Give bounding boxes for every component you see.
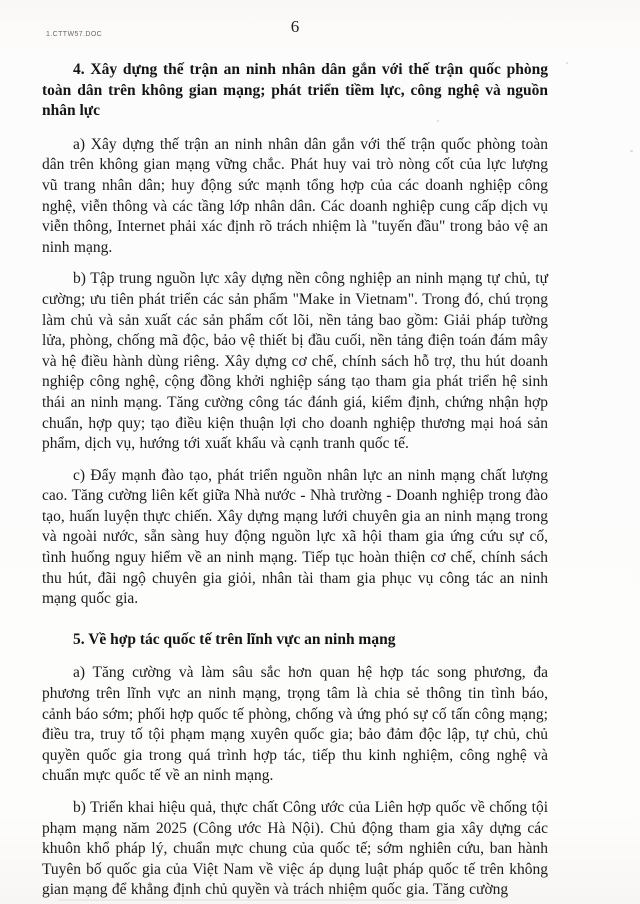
- file-label: 1.CTTW57.DOC: [46, 31, 103, 38]
- section-5-heading: 5. Về hợp tác quốc tế trên lĩnh vực an ninh mạng: [73, 630, 396, 648]
- page-number: 6: [290, 17, 300, 36]
- scan-speck: [630, 150, 633, 152]
- section-4-paragraph-c: c) Đẩy mạnh đào tạo, phát triển nguồn nhân lực an ninh mạng chất lượng cao. Tăng cường liên kết giữa Nhà nước - Nhà trường - Doanh nghiệp trong đào tạo, huấn luyện thực chiến. Xây dựng mạng lưới chuyên gia an ninh mạng trong và ngoài nước, sẵn sàng huy động nguồn lực xã hội tham gia ứng cứu sự cố, tình huống nguy hiểm về an ninh mạng. Tiếp tục hoàn thiện cơ chế, chính sách thu hút, đãi ngộ chuyên gia giỏi, nhân tài tham gia phục vụ công tác an ninh mạng quốc gia.: [42, 466, 548, 608]
- section-5-paragraph-a: a) Tăng cường và làm sâu sắc hơn quan hệ hợp tác song phương, đa phương trên lĩnh vực an ninh mạng, trọng tâm là chia sẻ thông tin tình báo, cảnh báo sớm; phối hợp quốc tế phòng, chống và ứng phó sự cố tấn công mạng; điều tra, truy tố tội phạm mạng xuyên quốc gia; bảo đảm độc lập, tự chủ, chủ quyền quốc gia trong quá trình hợp tác, tiếp thu kinh nghiệm, công nghệ và chuẩn mực quốc tế về an ninh mạng.: [42, 664, 548, 785]
- section-5-paragraph-b: b) Triển khai hiệu quả, thực chất Công ước của Liên hợp quốc về chống tội phạm mạng năm 2025 (Công ước Hà Nội). Chủ động tham gia xây dựng các khuôn khổ pháp lý, chuẩn mực chung của quốc tế; sớm nghiên cứu, ban hành Tuyên bố quốc gia của Việt Nam về việc áp dụng luật pháp quốc tế trên không gian mạng để khẳng định chủ quyền và trách nhiệm quốc gia. Tăng cường: [42, 799, 548, 899]
- scan-speck: [156, 583, 158, 585]
- document-content: [42, 60, 548, 901]
- scan-shadow: [58, 899, 458, 901]
- section-4-paragraph-b: b) Tập trung nguồn lực xây dựng nền công nghiệp an ninh mạng tự chủ, tự cường; ưu tiên phát triển các sản phẩm "Make in Vietnam". Trong đó, chú trọng làm chủ và sản xuất các sản phẩm cốt lõi, nền tảng bao gồm: Giải pháp tường lửa, phòng, chống mã độc, bảo vệ thiết bị đầu cuối, nền tảng điện toán đám mây và hệ điều hành dùng riêng. Xây dựng cơ chế, chính sách hỗ trợ, thu hút doanh nghiệp công nghệ, cộng đồng khởi nghiệp sáng tạo tham gia phát triển hệ sinh thái an ninh mạng. Tăng cường công tác đánh giá, kiểm định, chứng nhận hợp chuẩn, hợp quy; tạo điều kiện thuận lợi cho doanh nghiệp thương mại hoá sản phẩm, dịch vụ, hướng tới xuất khẩu và cạnh tranh quốc tế.: [42, 270, 548, 453]
- scan-speck: [566, 62, 568, 64]
- section-4-paragraph-a: a) Xây dựng thế trận an ninh nhân dân gắn với thế trận quốc phòng toàn dân trên không gian mạng vững chắc. Phát huy vai trò nòng cốt của lực lượng vũ trang nhân dân; huy động sức mạnh tổng hợp của các doanh nghiệp công nghệ, viễn thông và các tầng lớp nhân dân. Các doanh nghiệp cung cấp dịch vụ viễn thông, Internet phải xác định rõ trách nhiệm là "tuyến đầu" trong bảo vệ an ninh mạng.: [42, 135, 548, 256]
- scan-speck: [437, 120, 439, 122]
- section-4-heading: 4. Xây dựng thế trận an ninh nhân dân gắn với thế trận quốc phòng toàn dân trên không gian mạng; phát triển tiềm lực, công nghệ và nguồn nhân lực: [42, 61, 548, 120]
